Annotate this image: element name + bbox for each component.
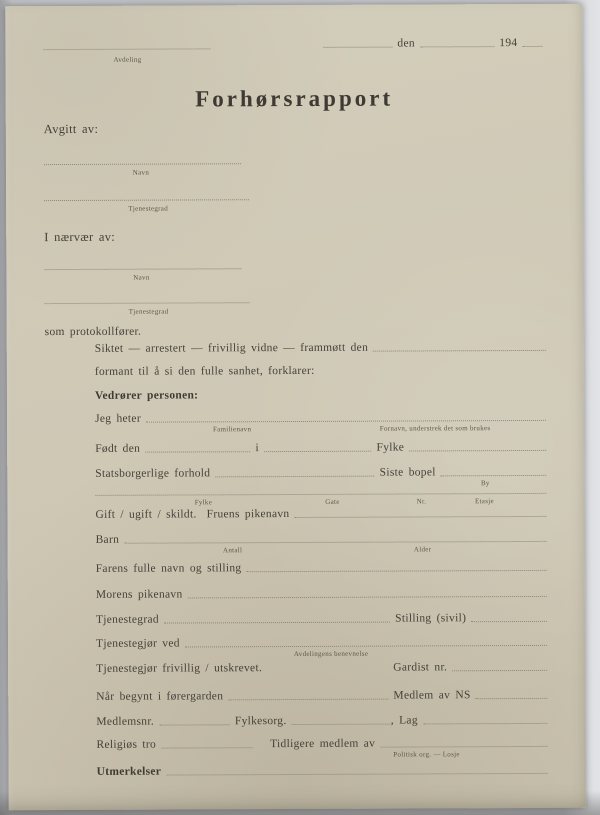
nar-begynt-fill-line [228,698,388,701]
statsborgerlige-label: Statsborgerlige forhold [95,467,211,480]
avgitt-av-label: Avgitt av: [43,121,99,137]
stilling-sivil-label: Stilling (sivil) [395,612,467,625]
sublabel-avdelingens-benevnelse: Avdelingens benevnelse [293,649,369,659]
religios-tro-fill-line [161,746,252,748]
farens-fill-line [246,569,546,572]
naervaer-navn-sublabel: Navn [133,273,150,282]
form-title: Forhørsrapport [195,85,394,112]
utmerkelser-fill-line [166,772,547,776]
jeg-heter-label: Jeg heter [95,412,141,425]
farens-label: Farens fulle navn og stilling [95,562,242,575]
avgitt-tjenestegrad-sublabel: Tjenestegrad [128,204,169,213]
fodt-dato-fill-line [145,450,250,452]
den-label: den [397,37,415,50]
field-medlemsnr [96,714,547,729]
stilling-sivil-fill-line [471,620,547,622]
intro-row [95,341,546,356]
field-morens [96,587,547,602]
gardist-nr-label: Gardist nr. [393,661,448,674]
date-place-fill-line [323,46,392,48]
jeg-heter-fill-line [146,419,546,423]
year-fill-line [522,45,542,47]
statsborgerlige-fill-line [215,475,374,478]
sivilstand-label: Gift / ugift / skildt. [95,508,197,521]
barn-fill-line [124,540,546,544]
siste-bopel-label: Siste bopel [379,466,436,479]
siste-bopel-fill-line [441,474,547,476]
fodt-den-label: Født den [95,442,141,455]
avgitt-navn-sublabel: Navn [132,168,150,177]
morens-label: Morens pikenavn [95,588,183,601]
field-barn [96,532,547,547]
tidligere-medlem-label: Tidligere medlem av [270,737,376,751]
frivillig-label: Tjenestegjør frivillig / utskrevet. [96,662,263,675]
frivillig-spacer [262,675,393,676]
section-heading: Vedrører personen: [94,389,199,402]
tjenestegrad-label: Tjenestegrad [95,613,159,626]
avgitt-navn-blank-line [44,163,241,165]
tjenestegrad-fill-line [164,621,390,624]
avdeling-sublabel: Avdeling [113,55,142,64]
sublabel-antall: Antall [222,546,243,555]
field-statsborgerlige [95,466,546,481]
date-day-fill-line [420,45,494,47]
medlemsnr-label: Medlemsnr. [96,715,155,728]
field-fodt-den [95,441,546,456]
field-farens [96,561,547,576]
date-row [323,37,542,51]
intro-line1: Siktet — arrestert — frivillig vidne — frammøtt den [94,341,369,355]
naervaer-av-label: I nærvær av: [44,229,116,245]
tidligere-medlem-fill-line [380,745,547,748]
fylkesorg-fill-line [292,723,391,725]
morens-fill-line [187,595,546,599]
sublabel-gate: Gate [325,497,340,506]
religios-tro-label: Religiøs tro [96,738,157,751]
field-sivilstand [95,507,546,522]
naervaer-navn-blank-line [44,268,241,270]
protokollforer-note: som protokollfører. [44,325,142,339]
sublabel-familienavn: Familienavn [212,425,252,434]
scanned-form-page [5,4,586,811]
intro-line2: formant til å si den fulle sanhet, forklarer: [94,364,315,378]
sublabel-politisk-org-losje: Politisk org. — Losje [393,750,460,759]
sublabel-nr: Nr. [416,497,427,506]
medlem-av-ns-fill-line [476,697,548,699]
field-tjenestegrad [96,612,547,627]
lag-label: , Lag [390,714,418,727]
fodt-i-label: i [255,442,260,455]
fodt-fylke-label: Fylke [376,441,405,454]
fylkesorg-label: Fylkesorg. [234,715,287,728]
field-frivillig [96,661,547,676]
sublabel-fornavn: Fornavn, understrek det som brukes [379,424,491,433]
lag-fill-line [423,722,548,725]
tjenestegjor-ved-label: Tjenestegjør ved [96,637,180,650]
nar-begynt-label: Når begynt i førergarden [96,690,224,703]
avgitt-tjenestegrad-blank-line [44,199,249,201]
utmerkelser-label: Utmerkelser [96,765,162,778]
sublabel-fylke: Fylke [194,498,213,507]
fodt-sted-fill-line [264,450,371,452]
sublabel-alder: Alder [413,545,432,554]
medlem-av-ns-label: Medlem av NS [393,689,471,702]
sublabel-by: By [480,479,490,488]
fodt-fylke-fill-line [409,449,546,452]
year-prefix: 194 [499,37,518,50]
sublabel-etasje: Etasje [474,497,494,506]
gardist-nr-fill-line [452,669,547,671]
fruens-pikenavn-label: Fruens pikenavn [206,508,290,521]
tjenestegjor-ved-fill-line [185,644,547,648]
fruens-pikenavn-fill-line [294,515,546,518]
barn-label: Barn [95,533,120,546]
medlemsnr-fill-line [159,723,230,725]
field-religios [96,737,547,752]
field-nar-begynt [96,689,547,704]
adresse-blank-line [95,493,546,496]
field-tjenestegjor-ved [96,636,547,651]
naervaer-tjenestegrad-blank-line [45,302,250,304]
naervaer-tjenestegrad-sublabel: Tjenestegrad [128,307,169,316]
avdeling-blank-line [43,48,210,50]
field-utmerkelser [97,764,548,779]
intro-fill-line [373,349,546,352]
